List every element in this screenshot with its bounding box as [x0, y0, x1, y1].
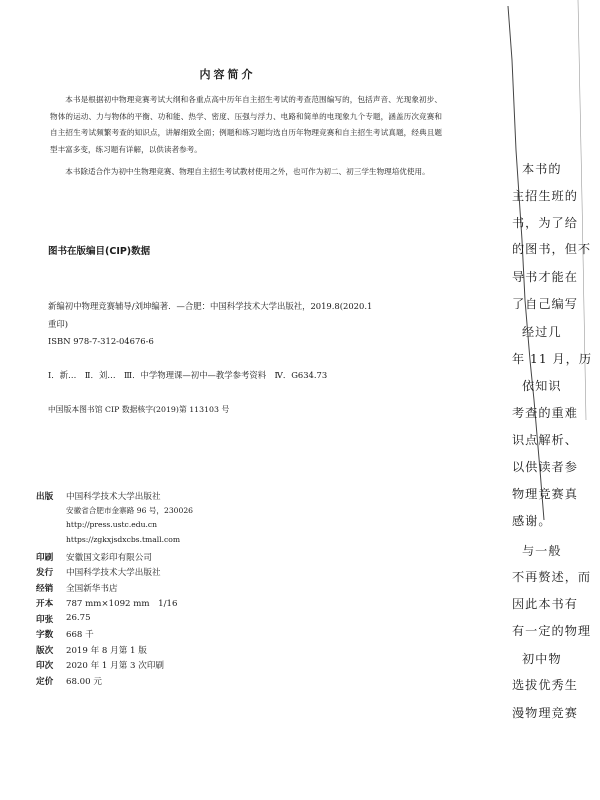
- adjacent-page-line: 感谢。: [512, 514, 552, 528]
- adjacent-page-fragment: [478, 0, 600, 800]
- summary-body: [50, 92, 442, 181]
- colophon-value: 中国科学技术大学出版社: [66, 492, 161, 502]
- colophon-label: 版次: [36, 645, 54, 656]
- adjacent-page-line: 与一般: [522, 544, 562, 558]
- adjacent-page-line: 书，为了给: [512, 216, 578, 230]
- colophon-value: 68.00 元: [66, 676, 102, 687]
- colophon-value: 787 mm×1092 mm 1/16: [66, 599, 178, 609]
- colophon-value: http://press.ustc.edu.cn: [66, 520, 158, 529]
- adjacent-page-line: 经过几: [522, 325, 562, 339]
- colophon-value: 2020 年 1 月第 3 次印刷: [66, 661, 165, 671]
- adjacent-page-line: 漫物理竞赛: [512, 706, 578, 720]
- colophon-label: 出版: [36, 492, 54, 502]
- colophon-label: 发行: [36, 568, 54, 578]
- colophon-value: 安徽国文彩印有限公司: [66, 552, 152, 563]
- adjacent-page-line: 本书的: [522, 162, 562, 176]
- adjacent-page-line: 因此本书有: [512, 597, 578, 611]
- colophon-label: 印次: [36, 661, 54, 671]
- adjacent-page-line: 了自己编写: [512, 297, 578, 311]
- colophon-label: 开本: [36, 599, 54, 609]
- isbn: ISBN 978-7-312-04676-6: [48, 336, 154, 346]
- colophon-value: 26.75: [66, 612, 91, 623]
- colophon-value: 安徽省合肥市金寨路 96 号，230026: [66, 506, 194, 515]
- adjacent-page-line: 依知识: [522, 379, 562, 393]
- colophon-value: 全国新华书店: [66, 583, 118, 594]
- classification: Ⅰ．新… Ⅱ．刘… Ⅲ．中学物理课—初中—教学参考资料 Ⅳ．G634.73: [48, 370, 328, 380]
- adjacent-page-line: 导书才能在: [512, 270, 578, 284]
- colophon-label: 定价: [36, 676, 54, 687]
- adjacent-page-line: 初中物: [522, 652, 562, 666]
- cip-record-line-2: 重印): [48, 319, 69, 329]
- colophon-label: 印张: [36, 614, 54, 625]
- colophon-value: 中国科学技术大学出版社: [66, 568, 161, 578]
- adjacent-page-line: 物理竞赛真: [512, 487, 578, 501]
- cip-record-line-1: 新编初中物理竞赛辅导/刘坤编著．—合肥：中国科学技术大学出版社，2019.8(2020.1: [48, 301, 373, 311]
- cip-number: 中国版本图书馆 CIP 数据核字(2019)第 113103 号: [48, 405, 230, 414]
- adjacent-page-line: 考查的重难: [512, 406, 578, 420]
- adjacent-page-line: 识点解析、: [512, 433, 578, 447]
- colophon-label: 印刷: [36, 552, 54, 563]
- adjacent-page-line: 年 11 月，历: [512, 352, 593, 366]
- adjacent-page-line: 选拔优秀生: [512, 678, 578, 692]
- summary-paragraph-2: 本书除适合作为初中生物理竞赛、物理自主招生考试教材使用之外，也可作为初二、初三学生物理培优使用。: [65, 167, 430, 177]
- cip-heading: 图书在版编目(CIP)数据: [48, 246, 151, 257]
- colophon-label: 字数: [36, 630, 54, 640]
- adjacent-page-line: 有一定的物理: [512, 624, 592, 638]
- summary-title: 内容简介: [199, 68, 256, 81]
- colophon-value: 668 千: [66, 630, 94, 640]
- colophon-value: https://zgkxjsdxcbs.tmall.com: [66, 535, 181, 544]
- adjacent-page-line: 主招生班的: [512, 189, 578, 203]
- colophon-value: 2019 年 8 月第 1 版: [66, 645, 147, 656]
- colophon-label: 经销: [36, 583, 54, 594]
- adjacent-page-line: 以供读者参: [512, 460, 578, 474]
- summary-paragraph-1: 本书是根据初中物理竞赛考试大纲和各重点高中历年自主招生考试的考查范围编写的，包括声音、光现象初步、物体的运动、力与物体的平衡、功和能、热学、密度、压强与浮力、电路和简单的电现象九个专题，涵盖历次竞赛和自主招生考试频繁考查的知识点，讲解细致全面；例题和练习题均选自历年物理竞赛和自主招生考试真题，经典且题型丰富多变，练习题有详解，以供读者参考。: [50, 95, 442, 154]
- adjacent-page-line: 的图书，但不: [512, 242, 592, 256]
- adjacent-page-line: 不再赘述，而: [512, 570, 592, 584]
